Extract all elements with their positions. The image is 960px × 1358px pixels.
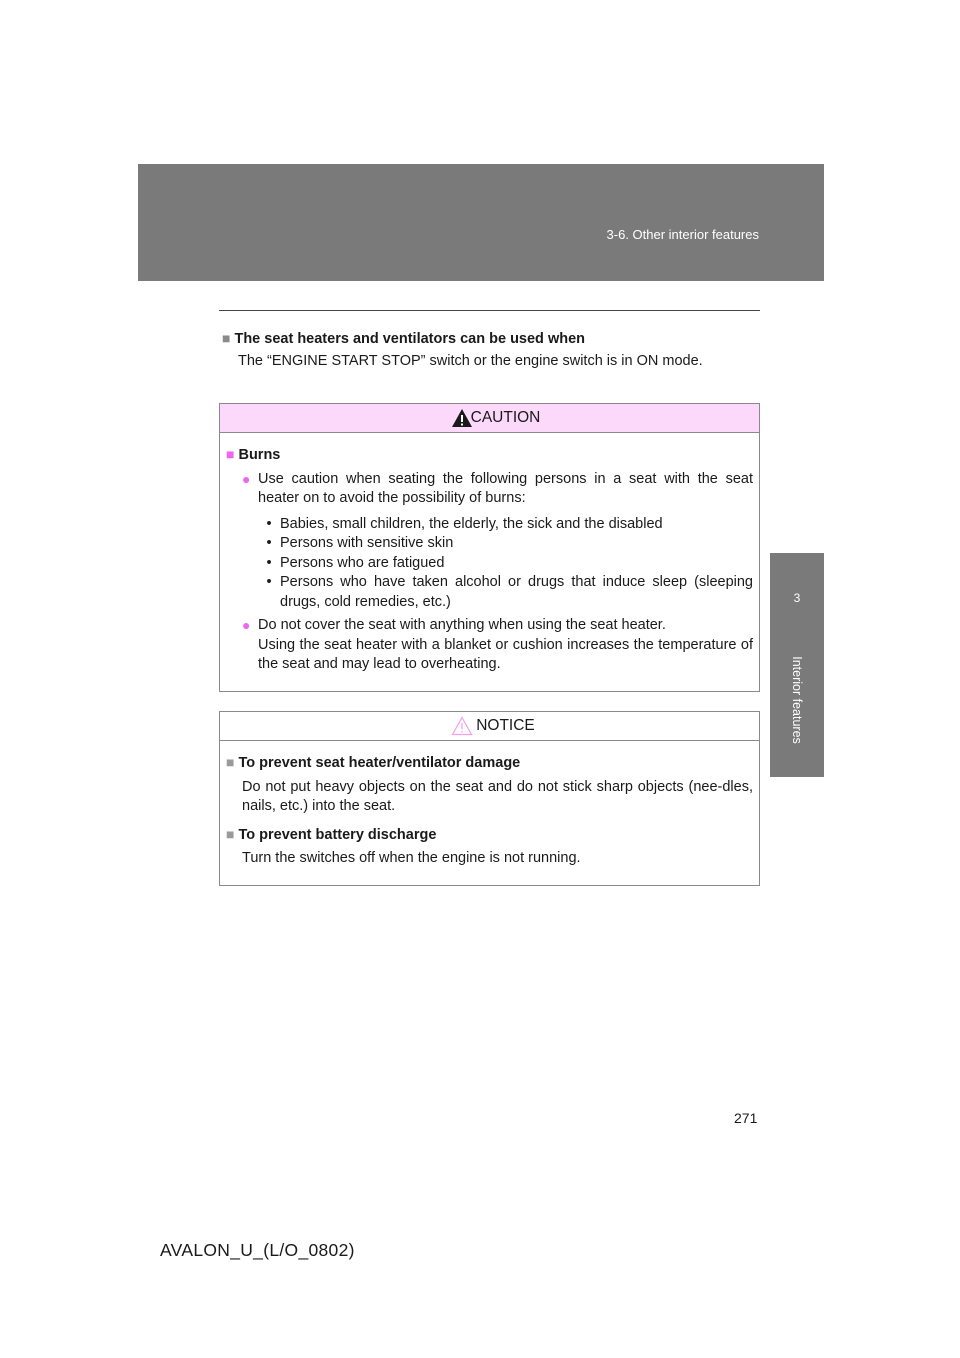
caution-header bbox=[220, 404, 759, 433]
circle-bullet-icon: ● bbox=[242, 470, 251, 487]
circle-bullet-icon: ● bbox=[242, 617, 251, 633]
square-bullet-icon: ■ bbox=[226, 754, 235, 770]
caution-heading: ■ Burns bbox=[226, 446, 281, 463]
list-item: • Persons who are fatigued bbox=[266, 554, 445, 571]
chapter-label: Interior features bbox=[790, 656, 804, 744]
caution-bullet: ● Do not cover the seat with anything when using the seat heater. Using the seat heater with a blanket or cushion increases the temperature of the seat and may lead to overheating. bbox=[242, 616, 753, 675]
square-bullet-icon: ■ bbox=[226, 446, 235, 462]
note-body: The “ENGINE START STOP” switch or the engine switch is in ON mode. bbox=[238, 353, 703, 369]
footer-code: AVALON_U_(L/O_0802) bbox=[160, 1240, 355, 1260]
page-number: 271 bbox=[734, 1110, 758, 1126]
warning-triangle-filled-icon bbox=[451, 408, 473, 428]
notice-body: Turn the switches off when the engine is not running. bbox=[242, 850, 581, 866]
notice-body: Do not put heavy objects on the seat and do not stick sharp objects (nee-dles, nails, etc.) into the seat. bbox=[242, 778, 753, 814]
caution-content bbox=[220, 433, 759, 685]
notice-heading: ■ To prevent battery discharge bbox=[226, 825, 437, 843]
notice-heading: ■ To prevent seat heater/ventilator damage bbox=[226, 754, 521, 771]
list-item: • Persons with sensitive skin bbox=[266, 535, 454, 551]
info-note bbox=[222, 330, 758, 369]
header-band bbox=[138, 164, 824, 281]
notice-header bbox=[220, 712, 759, 741]
notice-content bbox=[220, 741, 759, 879]
list-item: • Persons who have taken alcohol or drugs that induce sleep (sleeping drugs, cold remedies, etc.) bbox=[266, 574, 753, 610]
chapter-tab bbox=[770, 553, 824, 622]
warning-triangle-outline-icon bbox=[451, 716, 473, 736]
chapter-strip bbox=[770, 622, 824, 777]
caution-bullet: ● Use caution when seating the following persons in a seat with the seat heater on to avoid the possibility of burns: bbox=[242, 470, 753, 509]
list-item: • Babies, small children, the elderly, the sick and the disabled bbox=[266, 515, 663, 532]
caution-box bbox=[219, 403, 760, 692]
caution-title: CAUTION bbox=[470, 409, 541, 426]
notice-box bbox=[219, 711, 760, 886]
notice-title: NOTICE bbox=[476, 717, 535, 734]
note-heading: ■ The seat heaters and ventilators can be used when bbox=[222, 330, 585, 347]
square-bullet-icon: ■ bbox=[226, 825, 235, 842]
square-bullet-icon: ■ bbox=[222, 330, 231, 346]
top-rule bbox=[219, 310, 760, 311]
chapter-number: 3 bbox=[793, 591, 801, 605]
section-title: 3-6. Other interior features bbox=[606, 227, 759, 242]
caution-sub-list bbox=[258, 515, 753, 613]
